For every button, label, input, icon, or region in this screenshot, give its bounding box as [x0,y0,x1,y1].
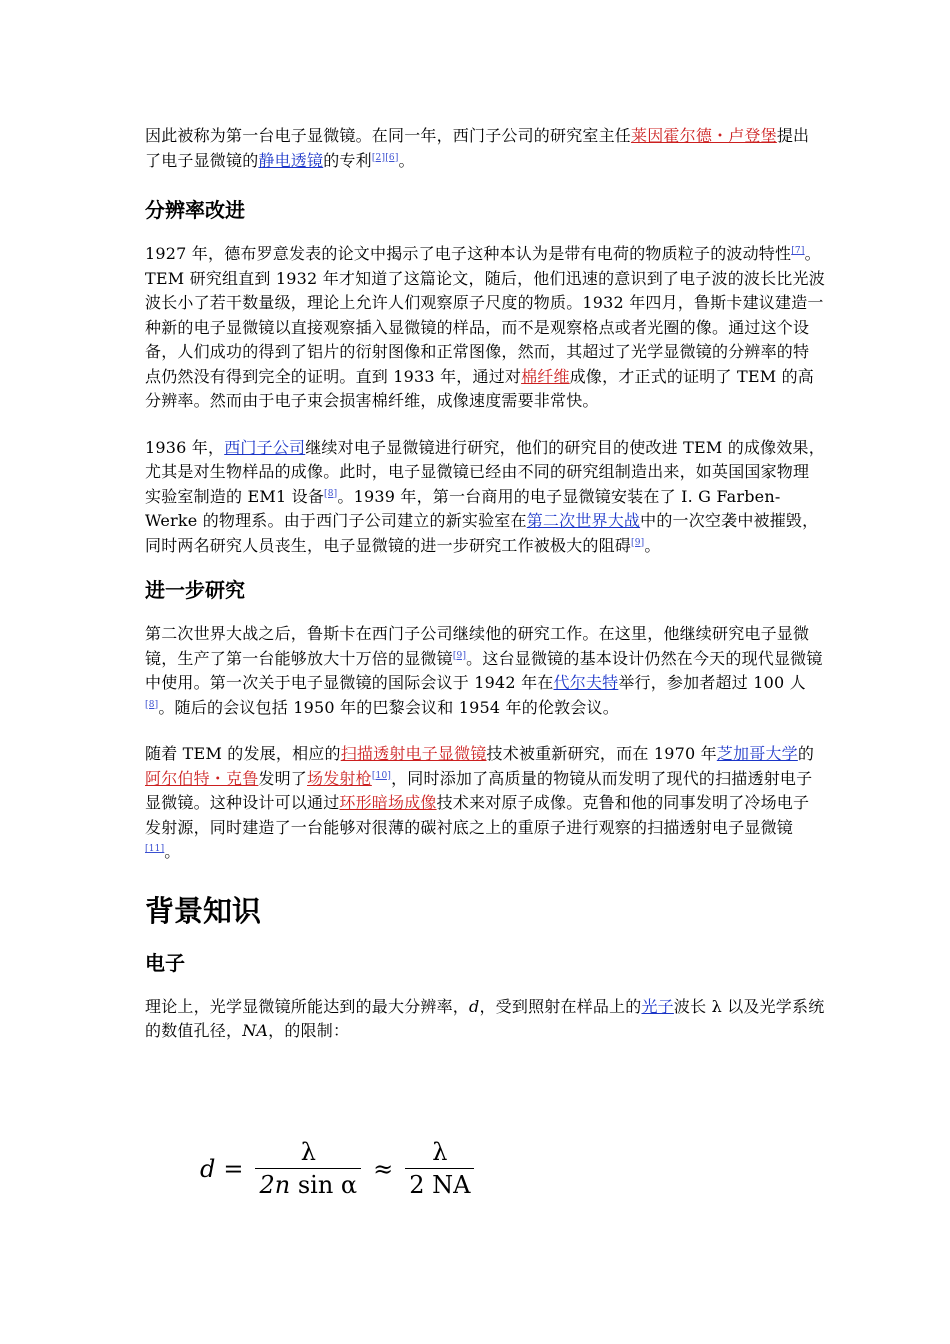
section-heading-background: 背景知识 [145,893,262,928]
link-photon[interactable]: 光子 [641,996,674,1016]
text: 因此被称为第一台电子显微镜。在同一年，西门子公司的研究室主任 [145,126,632,145]
variable-na: NA [242,1021,269,1040]
text: 发明了 [258,768,308,788]
text: 的 [797,744,815,763]
paragraph-resolution-limit [145,995,825,1044]
link-siemens[interactable]: 西门子公司 [224,437,306,457]
text: 技术来对原子成像。克鲁和他的同事发明了冷场电子发射源，同时建造了一台能够对很薄的碳衬底之上的重原子进行观察的扫描透射电子显微镜 [145,793,810,837]
text: 1936 年， [145,437,225,457]
equals-sign: = [223,1154,244,1183]
text: 中的一次空袭中被摧毁，同时两名研究人员丧生，电子显微镜的进一步研究工作被极大的阻碍 [145,511,819,555]
citation-11[interactable]: [11] [145,844,165,854]
paragraph-history-1 [145,124,825,173]
den-sin-alpha: sin α [290,1171,358,1199]
citation-9[interactable]: [9] [631,537,645,548]
text: 第二次世界大战之后，鲁斯卡在西门子公司继续他的研究工作。在这里，他继续研究电子显微镜，生产了第一台能够放大十万倍的显微镜 [145,624,810,668]
article-body [145,124,825,1044]
citation-6[interactable]: [6] [385,152,399,163]
text: 。1939 年，第一台商用的电子显微镜安装在了 I. G Farben-Werke 的物理系。由于西门子公司建立的新实验室在 [145,486,781,530]
paragraph-resolution [145,242,825,414]
variable-d: d [469,996,480,1016]
text: ，受到照射在样品上的 [479,996,642,1016]
text: 提出了电子显微镜的 [145,126,810,170]
text: ，的限制： [268,1021,350,1040]
fraction-na [405,1138,474,1199]
citation-10[interactable]: [10] [371,770,392,781]
link-rudenberg[interactable]: 莱因霍尔德・卢登堡 [631,126,777,145]
text: 。随后的会议包括 1950 年的巴黎会议和 1954 年的伦敦会议。 [158,697,619,717]
link-delft[interactable]: 代尔夫特 [553,673,619,692]
section-heading-resolution: 分辨率改进 [145,198,245,222]
link-annular-dark-field[interactable]: 环形暗场成像 [339,793,437,812]
equation-lhs: d [200,1154,216,1183]
link-cotton-fiber[interactable]: 棉纤维 [521,366,570,386]
denominator-2na: 2 NA [409,1171,471,1199]
text: 。 [644,535,661,555]
text: 理论上，光学显微镜所能达到的最大分辨率， [145,996,470,1016]
text: 随着 TEM 的发展，相应的 [145,744,341,763]
text: 1927 年，德布罗意发表的论文中揭示了电子这种本认为是带有电荷的物质粒子的波动特性 [145,244,792,263]
text: 成像，才正式的证明了 TEM 的高分辨率。然而由于电子束会损害棉纤维，成像速度需要非常快。 [145,366,815,410]
link-world-war-ii[interactable]: 第二次世界大战 [526,511,641,530]
paragraph-postwar [145,622,825,720]
text: 。 [398,150,415,170]
numerator-lambda-2: λ [405,1138,474,1169]
numerator-lambda: λ [255,1138,361,1169]
text: 举行，参加者超过 100 人 [618,673,806,692]
link-field-emission-gun[interactable]: 场发射枪 [307,768,372,788]
text: 技术被重新研究，而在 1970 年 [486,744,717,763]
link-stem[interactable]: 扫描透射电子显微镜 [340,744,487,763]
den-2n: 2n [259,1171,291,1199]
text: 。 [164,842,181,861]
citation-8[interactable]: [8] [324,488,338,499]
citation-2[interactable]: [2] [371,152,386,163]
resolution-equation [200,1138,478,1199]
paragraph-stem [145,742,825,865]
text: 继续对电子显微镜进行研究，他们的研究目的使改进 TEM 的成像效果，尤其是对生物样品的成像。此时，电子显微镜已经由不同的研究组制造出来，如英国国家物理实验室制造的 EM1 设备 [145,437,825,506]
denominator-2n-sin [255,1169,361,1199]
paragraph-siemens [145,436,825,559]
text: 。TEM 研究组直到 1932 年才知道了这篇论文，随后，他们迅速的意识到了电子波的波长比光波波长小了若干数量级，理论上允许人们观察原子尺度的物质。1932 年四月，鲁斯卡建议建造一种新的电子显微镜以直接观察插入显微镜的样品，而不是观察格点或者光圈的像。通过这个设备，人们成功的得到了铝片的衍射图像和正常图像，然而，其超过了光学显微镜的分辨率的特点仍然没有得到完全的证明。直到 1933 年，通过对 [145,244,825,386]
text: 。这台显微镜的基本设计仍然在今天的现代显微镜中使用。第一次关于电子显微镜的国际会议于 1942 年在 [145,648,823,692]
link-university-of-chicago[interactable]: 芝加哥大学 [716,744,798,763]
text: 的专利 [323,150,372,170]
link-albert-crewe[interactable]: 阿尔伯特・克鲁 [145,768,259,788]
citation-9[interactable]: [9] [452,650,467,661]
citation-7[interactable]: [7] [791,246,805,256]
approx-sign: ≈ [373,1154,394,1183]
text: ，同时添加了高质量的物镜从而发明了现代的扫描透射电子显微镜。这种设计可以通过 [145,768,813,812]
text: 波长 λ 以及光学系统的数值孔径， [145,996,825,1040]
link-electrostatic-lens[interactable]: 静电透镜 [258,150,324,170]
fraction-sin [255,1138,361,1199]
citation-8[interactable]: [8] [145,699,159,710]
section-heading-electron: 电子 [145,950,185,975]
section-heading-further-research: 进一步研究 [145,578,245,602]
